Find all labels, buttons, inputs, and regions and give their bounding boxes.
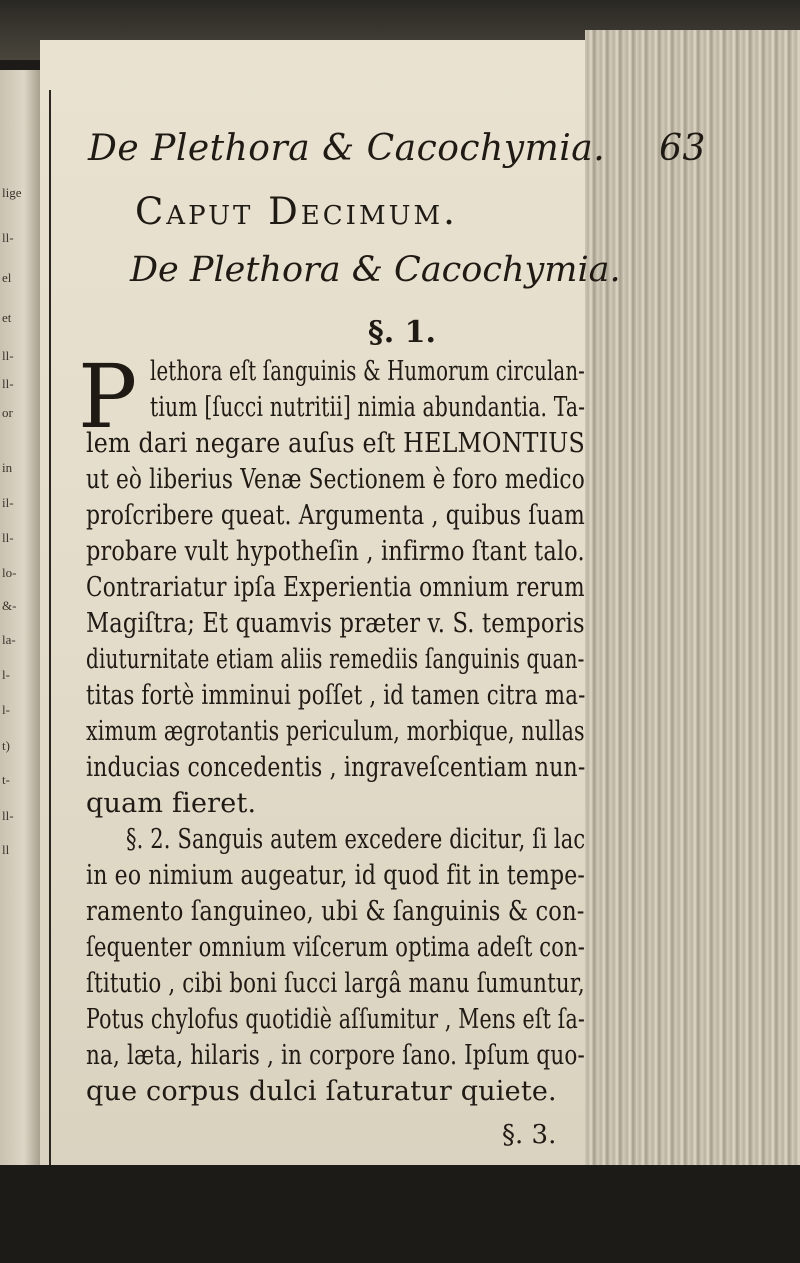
- left-fragment: ll-: [2, 530, 14, 545]
- text-line: lethora eſt ſanguinis & Humorum circulan-: [150, 356, 585, 387]
- catchword: §. 3.: [502, 1120, 557, 1150]
- text-line: tium [ſucci nutritii] nimia abundantia. Ta-: [150, 392, 586, 423]
- text-line: titas fortè imminui poſſet , id tamen citra ma-: [86, 680, 586, 711]
- section-marker: §. 1.: [368, 315, 436, 350]
- left-fragment: &-: [2, 598, 17, 613]
- text-line: ramento ſanguineo, ubi & ſanguinis & con-: [86, 896, 585, 927]
- left-fragment: t): [2, 738, 10, 753]
- left-fragment: ll: [2, 842, 10, 857]
- text-line: que corpus dulci ſaturatur quiete.: [86, 1076, 557, 1107]
- left-fragment: ll-: [2, 376, 14, 391]
- text-line: §. 2. Sanguis autem excedere dicitur, ſi lac: [126, 824, 586, 855]
- left-fragment: lige: [2, 185, 22, 200]
- running-head-title: De Plethora & Cacochymia.: [88, 128, 606, 169]
- left-fragment: lo-: [2, 565, 17, 580]
- text-line: diuturnitate etiam aliis remediis ſanguinis quan-: [86, 644, 585, 675]
- text-line: ſequenter omnium viſcerum optima adeſt con-: [86, 932, 586, 963]
- left-fragment: or: [2, 405, 13, 420]
- page-number: 63: [659, 128, 706, 169]
- text-line: Potus chylofus quotidiè aſſumitur , Mens eſt ſa-: [86, 1004, 585, 1035]
- left-fragment: in: [2, 460, 13, 475]
- text-line: ſtitutio , cibi boni ſucci largâ manu ſumuntur,: [86, 968, 585, 999]
- left-fragment: la-: [2, 632, 16, 647]
- left-fragment: l-: [2, 702, 10, 717]
- left-fragment: el: [2, 270, 12, 285]
- left-fragment: et: [2, 310, 12, 325]
- drop-cap: P: [78, 345, 138, 448]
- text-line: in eo nimium augeatur, id quod fit in tempe-: [86, 860, 586, 891]
- text-line: quam fieret.: [86, 788, 257, 819]
- running-head: [88, 128, 706, 169]
- left-fragment: l-: [2, 667, 10, 682]
- text-line: inducias concedentis , ingraveſcentiam nun-: [86, 752, 586, 783]
- right-page-edges: [585, 30, 800, 1190]
- text-line: ximum ægrotantis periculum, morbique, nullas: [86, 716, 585, 747]
- text-line: proſcribere queat. Argumenta , quibus ſuam: [86, 500, 585, 531]
- text-line: Contrariatur ipſa Experientia omnium rerum: [86, 572, 585, 603]
- chapter-subtitle: De Plethora & Cacochymia.: [130, 250, 621, 290]
- text-line: probare vult hypotheſin , infirmo ſtant talo.: [86, 536, 585, 567]
- left-fragment: ll-: [2, 808, 14, 823]
- left-fragment: il-: [2, 495, 14, 510]
- text-line: Magiſtra; Et quamvis præter v. S. temporis: [86, 608, 585, 639]
- text-line: lem dari negare auſus eſt HELMONTIUS: [86, 428, 585, 459]
- bottom-shadow: [0, 1165, 800, 1263]
- binding-rule: [49, 90, 51, 1170]
- left-fragment: ll-: [2, 348, 14, 363]
- left-fragment: t-: [2, 772, 10, 787]
- text-line: ut eò liberius Venæ Sectionem è foro medico: [86, 464, 585, 495]
- text-line: na, læta, hilaris , in corpore ſano. Ipſum quo-: [86, 1040, 585, 1071]
- left-page-fragment: [0, 70, 40, 1190]
- chapter-title: Caput Decimum.: [135, 190, 458, 233]
- left-fragment: ll-: [2, 230, 14, 245]
